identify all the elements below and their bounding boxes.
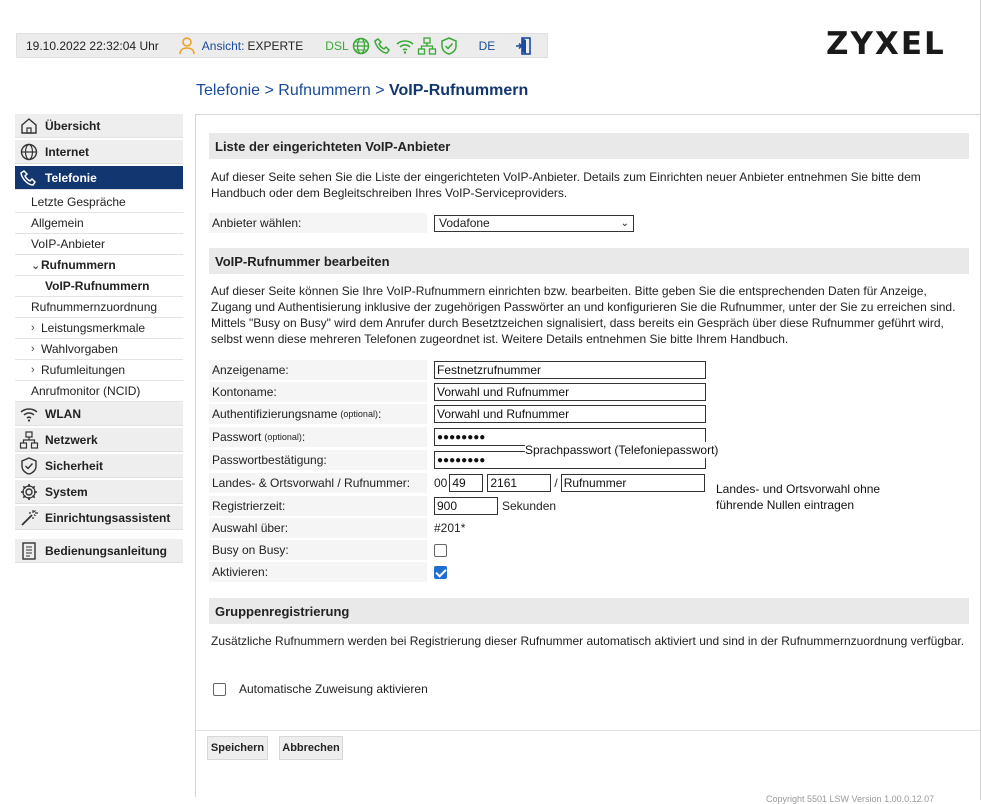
field-label: Anzeigename: — [209, 360, 428, 380]
sidebar-item-label: Internet — [45, 144, 90, 159]
sidebar-item-label: Wahlvorgaben — [41, 342, 118, 356]
chevron-down-icon: ⌄ — [31, 259, 41, 272]
sidebar-item-einrichtungsassistent[interactable] — [15, 506, 183, 530]
sidebar-item-label: Rufumleitungen — [41, 363, 126, 377]
cancel-button[interactable]: Abbrechen — [279, 736, 343, 760]
sidebar-item-label: System — [45, 484, 88, 499]
sidebar-item-label: Übersicht — [45, 118, 101, 133]
chevron-down-icon: ⌄ — [620, 217, 629, 229]
zyxel-logo: ZYXEL — [826, 26, 946, 62]
unit-label: Sekunden — [502, 499, 557, 513]
document-icon — [19, 541, 39, 561]
network-icon — [19, 430, 39, 450]
anbieter-select[interactable] — [434, 215, 634, 232]
sidebar-item-internet[interactable] — [15, 140, 183, 164]
language-selector[interactable]: DE — [478, 38, 496, 53]
sidebar-item-allgemein[interactable]: Allgemein — [15, 213, 183, 234]
chevron-right-icon: › — [31, 364, 35, 376]
field-label: Kontoname: — [209, 382, 428, 402]
shield-icon — [19, 456, 39, 476]
vorwahl-annotation: Landes- und Ortsvorwahl ohne führende Nullen eintragen — [714, 479, 916, 527]
chevron-right-icon: › — [31, 322, 35, 334]
section-title-voip-rufnummer: VoIP-Rufnummer bearbeiten — [209, 248, 969, 274]
divider — [196, 730, 980, 731]
field-label-colon: : — [301, 430, 306, 444]
sidebar-item-bedienungsanleitung[interactable] — [15, 539, 183, 563]
form-row-authentifizierungsname — [209, 404, 967, 425]
auto-assign-label: Automatische Zuweisung aktivieren — [239, 682, 428, 696]
sidebar-item-label: Leistungsmerkmale — [41, 321, 146, 335]
landesvorwahl-input[interactable]: 49 — [449, 474, 483, 492]
sidebar-item-voip-anbieter[interactable]: VoIP-Anbieter — [15, 234, 183, 255]
aktivieren-checkbox[interactable] — [434, 566, 447, 579]
section-description: Auf dieser Seite können Sie Ihre VoIP-Rufnummern einrichten bzw. bearbeiten. Bitte geben Sie die entsprechenden Daten für Anzeige, Zugang und Authentisierung inklusive der zugehörigen Passwörter an und konfigurieren Sie die Rufnummer, unter der Sie zu erreichen sind. Mittels "Busy on Busy" wird dem Anrufer durch Besetztzeichen signalisiert, dass bereits ein Gespräch über diese Rufnummer geführt wird, selbst wenn diese mehreren Telefonen zugeordnet ist. Weitere Details entnehmen Sie bitte Ihrem Handbuch. — [211, 284, 956, 346]
footer-copyright: Copyright 5501 LSW Version 1.00.0.12.07 — [766, 794, 935, 804]
sidebar-item-label: Bedienungsanleitung — [45, 543, 168, 558]
breadcrumb-separator: > — [260, 82, 279, 99]
ortsvorwahl-input[interactable]: 2161 — [487, 474, 551, 492]
password-annotation: Sprachpasswort (Telefoniepasswort) — [525, 442, 761, 458]
sidebar-item-telefonie[interactable] — [15, 166, 183, 190]
field-label: Landes- & Ortsvorwahl / Rufnummer: — [209, 473, 428, 493]
magic-wand-icon — [19, 508, 39, 528]
section-description: Zusätzliche Rufnummern werden bei Registrierung dieser Rufnummer automatisch aktiviert und sind in der Rufnummernzuordnung verfügbar. — [211, 634, 965, 648]
sidebar-item-anrufmonitor[interactable]: Anrufmonitor (NCID) — [15, 381, 183, 402]
kontoname-input[interactable]: Vorwahl und Rufnummer — [434, 383, 706, 401]
sidebar — [15, 114, 183, 565]
country-prefix: 00 — [434, 476, 448, 490]
form-row-anbieter — [209, 213, 967, 234]
sidebar-item-label: Sicherheit — [45, 458, 104, 473]
form-row-anzeigename — [209, 360, 967, 381]
datetime-display: 19.10.2022 22:32:04 Uhr — [26, 38, 159, 53]
home-icon — [19, 116, 39, 136]
wifi-icon — [19, 404, 39, 424]
sidebar-gap — [15, 532, 183, 539]
sidebar-item-system[interactable] — [15, 480, 183, 504]
field-label-text: Authentifizierungsname — [212, 407, 338, 421]
network-status-icon — [417, 36, 437, 56]
chevron-right-icon: › — [31, 343, 35, 355]
security-status-icon — [439, 36, 459, 56]
field-label — [209, 427, 428, 447]
sidebar-item-netzwerk[interactable] — [15, 428, 183, 452]
authentifizierungsname-input[interactable]: Vorwahl und Rufnummer — [434, 405, 706, 423]
auto-assign-checkbox[interactable] — [213, 683, 226, 696]
status-bar — [16, 33, 548, 58]
form-row-busy-on-busy — [209, 540, 967, 561]
sidebar-item-wahlvorgaben[interactable] — [15, 339, 183, 360]
registrierzeit-input[interactable]: 900 — [434, 497, 498, 515]
field-label: Registrierzeit: — [209, 496, 428, 516]
view-mode-value[interactable]: EXPERTE — [247, 38, 304, 53]
sidebar-item-wlan[interactable] — [15, 402, 183, 426]
section-title-voip-anbieter: Liste der eingerichteten VoIP-Anbieter — [209, 133, 969, 159]
field-label: Passwortbestätigung: — [209, 450, 428, 470]
dsl-status: DSL — [325, 38, 349, 53]
save-button[interactable]: Speichern — [207, 736, 268, 760]
field-label: Auswahl über: — [209, 518, 428, 538]
select-value: Vodafone — [439, 216, 490, 230]
main-panel — [195, 114, 981, 797]
slash-separator: / — [554, 476, 558, 490]
passwortbestaetigung-input[interactable]: ●●●●●●●● — [434, 451, 706, 469]
field-label: Aktivieren: — [209, 562, 428, 582]
sidebar-item-label: WLAN — [45, 406, 81, 421]
section-description: Auf dieser Seite sehen Sie die Liste der eingerichteten VoIP-Anbieter. Details zum Einrichten neuer Anbieter entnehmen Sie bitte dem Handbuch oder dem Begleitschreiben Ihres VoIP-Serviceproviders. — [211, 170, 921, 200]
phone-icon — [19, 168, 39, 188]
user-icon[interactable] — [177, 36, 197, 56]
auswahl-value: #201* — [434, 521, 466, 535]
sidebar-item-rufnummernzuordnung[interactable]: Rufnummernzuordnung — [15, 297, 183, 318]
sidebar-item-rufumleitungen[interactable] — [15, 360, 183, 381]
internet-globe-icon — [351, 36, 371, 56]
auto-assign-row — [213, 682, 428, 696]
phone-status-icon — [373, 36, 393, 56]
sidebar-item-letzte-gespraeche[interactable]: Letzte Gespräche — [15, 192, 183, 213]
field-label: Anbieter wählen: — [209, 213, 428, 233]
field-label: Busy on Busy: — [209, 540, 428, 560]
sidebar-item-label: Einrichtungsassistent — [45, 510, 171, 525]
sidebar-item-label: Telefonie — [45, 170, 97, 185]
form-row-aktivieren — [209, 562, 967, 583]
sidebar-item-label: Netzwerk — [45, 432, 98, 447]
optional-hint: (optional) — [340, 409, 378, 419]
gear-icon — [19, 482, 39, 502]
sidebar-item-rufnummern[interactable] — [15, 255, 183, 276]
breadcrumb-telefonie[interactable]: Telefonie — [196, 82, 261, 99]
wifi-status-icon — [395, 36, 415, 56]
field-label-text: Passwort — [212, 430, 262, 444]
anzeigename-input[interactable]: Festnetzrufnummer — [434, 361, 706, 379]
breadcrumb-separator: > — [370, 82, 389, 99]
breadcrumb-rufnummern[interactable]: Rufnummern — [278, 82, 371, 99]
sidebar-item-voip-rufnummern[interactable]: VoIP-Rufnummern — [15, 276, 183, 297]
form-row-kontoname — [209, 382, 967, 403]
globe-icon — [19, 142, 39, 162]
breadcrumb — [196, 82, 528, 100]
sidebar-item-leistungsmerkmale[interactable] — [15, 318, 183, 339]
rufnummer-input[interactable]: Rufnummer — [561, 474, 705, 492]
sidebar-item-uebersicht[interactable] — [15, 114, 183, 138]
breadcrumb-current: VoIP-Rufnummern — [389, 82, 529, 99]
logout-icon[interactable] — [515, 36, 533, 56]
optional-hint: (optional) — [264, 432, 302, 442]
busy-on-busy-checkbox[interactable] — [434, 544, 447, 557]
sidebar-item-label: Rufnummern — [41, 258, 116, 272]
field-label — [209, 404, 428, 424]
sidebar-item-sicherheit[interactable] — [15, 454, 183, 478]
field-label-colon: : — [377, 407, 382, 421]
section-title-gruppenregistrierung: Gruppenregistrierung — [209, 598, 969, 624]
view-label[interactable]: Ansicht: — [201, 38, 245, 53]
passwort-input[interactable]: ●●●●●●●● — [434, 428, 706, 446]
